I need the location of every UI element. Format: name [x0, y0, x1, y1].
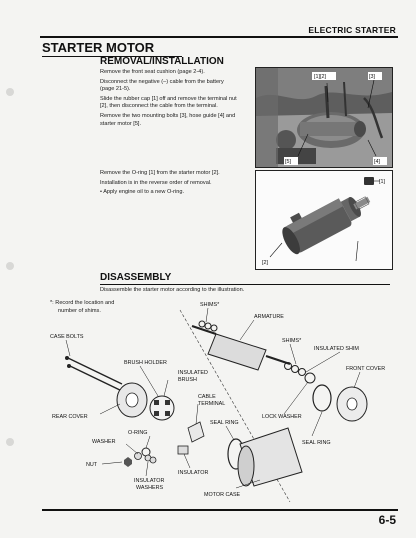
label-insulated-shim: INSULATED SHIM — [314, 346, 359, 352]
shim-note-line: number of shims. — [58, 307, 101, 314]
removal-heading: REMOVAL/INSTALLATION — [100, 56, 224, 67]
label-seal-ring-2: SEAL RING — [302, 440, 331, 446]
header-rule — [40, 36, 398, 38]
page-number: 6-5 — [378, 513, 396, 527]
starter-motor-photo — [256, 171, 392, 269]
label-case-bolts: CASE BOLTS — [50, 334, 84, 340]
label-lock-washer: LOCK WASHER — [262, 414, 302, 420]
callout-4: [4] — [374, 159, 380, 165]
label-cable-terminal: CABLE — [198, 394, 216, 400]
disassembly-intro: Disassemble the starter motor according to the illustration. — [100, 287, 245, 293]
figure-starter-removal — [255, 67, 393, 168]
starter-removal-photo — [256, 68, 392, 167]
removal-step-text: Disconnect the negative (–) cable from the battery — [100, 78, 224, 85]
label-nut: NUT — [86, 462, 98, 468]
callout-3: [3] — [369, 74, 375, 80]
punch-hole — [6, 88, 14, 96]
disassembly-rule — [100, 284, 390, 285]
removal-step-text: Slide the rubber cap [1] off and remove the terminal nut — [100, 95, 237, 102]
page-title: STARTER MOTOR — [42, 40, 155, 55]
removal-steps — [100, 69, 250, 128]
removal-step-text: (page 21-5). — [100, 86, 131, 93]
oring-steps — [100, 170, 250, 197]
removal-step-text: [2], then disconnect the cable from the terminal. — [100, 103, 218, 110]
figure-starter-oring — [255, 170, 393, 270]
removal-step-text: Remove the front seat cushion (page 2-4). — [100, 69, 205, 75]
callout-5: [5] — [285, 159, 291, 165]
removal-step-text: starter motor [5]. — [100, 120, 142, 127]
label-shims-top: SHIMS* — [200, 302, 220, 308]
punch-hole — [6, 262, 14, 270]
label-cable-terminal: TERMINAL — [198, 401, 226, 407]
label-washer: WASHER — [92, 439, 116, 445]
callout-1-2: [1][2] — [314, 74, 326, 80]
label-insulator-washers: WASHERS — [136, 485, 164, 491]
label-brush-holder: BRUSH HOLDER — [124, 360, 167, 366]
label-o-ring: O-RING — [128, 430, 148, 436]
callout-motor-2: [2] — [262, 260, 268, 266]
label-shims-right: SHIMS* — [282, 338, 302, 344]
label-insulated-brush: INSULATED — [178, 370, 208, 376]
shim-note-line: *: Record the location and — [50, 300, 115, 306]
label-motor-case: MOTOR CASE — [204, 492, 241, 498]
oring-step-text: Remove the O-ring [1] from the starter motor [2]. — [100, 170, 220, 176]
label-insulator-washers: INSULATOR — [134, 478, 165, 484]
oring-step-text: Installation is in the reverse order of removal. — [100, 179, 212, 186]
section-header: ELECTRIC STARTER — [308, 25, 396, 35]
footer-rule — [42, 509, 398, 511]
removal-step-text: Remove the two mounting bolts [3], hose guide [4] and — [100, 112, 236, 119]
disassembly-heading: DISASSEMBLY — [100, 272, 172, 283]
label-seal-ring: SEAL RING — [210, 420, 239, 426]
label-front-cover: FRONT COVER — [346, 366, 386, 372]
punch-hole — [6, 438, 14, 446]
oring-step-text: • Apply engine oil to a new O-ring. — [100, 189, 185, 196]
label-armature: ARMATURE — [254, 314, 284, 320]
label-rear-cover: REAR COVER — [52, 414, 88, 420]
label-insulated-brush: BRUSH — [178, 377, 197, 383]
label-insulator: INSULATOR — [178, 470, 209, 476]
exploded-view-diagram — [40, 296, 400, 502]
callout-oring-1: [1] — [379, 179, 385, 185]
